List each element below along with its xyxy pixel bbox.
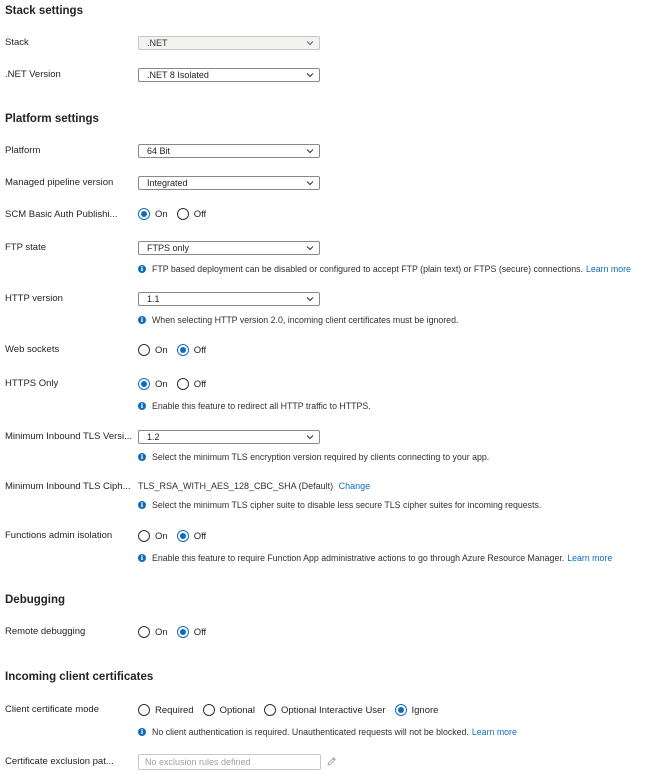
stack-dropdown: [138, 36, 320, 50]
cert-optional-option[interactable]: [203, 704, 255, 716]
info-icon: i: [138, 316, 146, 324]
fai-on-option[interactable]: [138, 530, 168, 542]
https-off-label: Off: [193, 378, 207, 390]
ws-on-option[interactable]: [138, 344, 168, 356]
cert-ignore-option[interactable]: [395, 704, 439, 716]
web-sockets-label: Web sockets: [5, 344, 60, 355]
radio-unchecked[interactable]: [264, 704, 276, 716]
cert-required-option[interactable]: [138, 704, 194, 716]
scm-basic-auth-radio-group: [138, 208, 215, 220]
cert-mode-info-text: No client authentication is required. Unauthenticated requests will not be blocked.: [152, 727, 469, 737]
pipeline-value: Integrated: [147, 178, 188, 188]
remote-off-option[interactable]: [177, 626, 207, 638]
web-sockets-radio-group: [138, 344, 215, 356]
remote-debugging-radio-group: [138, 626, 215, 638]
https-info-text: Enable this feature to redirect all HTTP traffic to HTTPS.: [152, 401, 371, 411]
https-off-option[interactable]: [177, 378, 207, 390]
platform-value: 64 Bit: [147, 146, 171, 156]
info-icon: i: [138, 728, 146, 736]
radio-unchecked[interactable]: [138, 530, 150, 542]
tls-info: [138, 452, 489, 462]
fai-off-label: Off: [193, 530, 207, 542]
http-version-label: HTTP version: [5, 293, 63, 304]
cert-exclusion-paths-input[interactable]: [138, 754, 321, 770]
info-icon: i: [138, 453, 146, 461]
ftp-info: [138, 264, 631, 274]
min-tls-version-dropdown[interactable]: [138, 430, 320, 444]
remote-off-label: Off: [193, 626, 207, 638]
cert-optional-label: Optional: [219, 704, 255, 716]
fai-off-option[interactable]: [177, 530, 207, 542]
min-tls-version-label: Minimum Inbound TLS Versi...: [5, 431, 133, 442]
radio-checked[interactable]: [177, 344, 189, 356]
https-info: [138, 401, 371, 411]
min-tls-version-value: 1.2: [147, 432, 160, 442]
remote-on-option[interactable]: [138, 626, 168, 638]
pencil-icon[interactable]: [326, 756, 337, 767]
functions-admin-isolation-label: Functions admin isolation: [5, 530, 113, 541]
info-icon: i: [138, 554, 146, 562]
dotnet-version-value: .NET 8 Isolated: [147, 70, 209, 80]
cert-interactive-option[interactable]: [264, 704, 386, 716]
scm-on-option[interactable]: [138, 208, 168, 220]
ws-off-option[interactable]: [177, 344, 207, 356]
cipher-suite-text: TLS_RSA_WITH_AES_128_CBC_SHA (Default): [138, 481, 334, 491]
dotnet-version-label: .NET Version: [5, 69, 61, 80]
stack-settings-heading: Stack settings: [5, 5, 83, 17]
http-info: [138, 315, 458, 325]
fai-info: [138, 553, 612, 563]
radio-unchecked[interactable]: [177, 208, 189, 220]
cipher-info-text: Select the minimum TLS cipher suite to disable less secure TLS cipher suites for incoming requests.: [152, 500, 542, 510]
chevron-down-icon: [306, 39, 314, 47]
ws-off-label: Off: [193, 344, 207, 356]
cert-required-label: Required: [155, 704, 194, 716]
https-on-option[interactable]: [138, 378, 168, 390]
radio-checked[interactable]: [177, 626, 189, 638]
radio-unchecked[interactable]: [177, 378, 189, 390]
ws-on-label: On: [155, 344, 168, 356]
pipeline-label: Managed pipeline version: [5, 177, 114, 188]
http-version-value: 1.1: [147, 294, 160, 304]
cipher-change-link[interactable]: Change: [338, 481, 371, 491]
fai-learn-more-link[interactable]: Learn more: [567, 553, 613, 563]
pipeline-dropdown[interactable]: [138, 176, 320, 190]
platform-settings-heading: Platform settings: [5, 113, 99, 125]
scm-on-label: On: [155, 208, 168, 220]
cert-learn-more-link[interactable]: Learn more: [471, 727, 517, 737]
min-tls-cipher-label: Minimum Inbound TLS Ciph...: [5, 481, 131, 492]
chevron-down-icon: [306, 147, 314, 155]
https-on-label: On: [155, 378, 168, 390]
cert-interactive-label: Optional Interactive User: [280, 704, 386, 716]
cert-exclusion-paths-label: Certificate exclusion pat...: [5, 756, 114, 767]
stack-dropdown-value: .NET: [147, 38, 168, 48]
ftp-state-value: FTPS only: [147, 243, 190, 253]
chevron-down-icon: [306, 433, 314, 441]
scm-off-label: Off: [193, 208, 207, 220]
fai-on-label: On: [155, 530, 168, 542]
radio-checked[interactable]: [395, 704, 407, 716]
functions-admin-isolation-radio-group: [138, 530, 215, 542]
tls-info-text: Select the minimum TLS encryption version required by clients connecting to your app.: [152, 452, 490, 462]
https-only-label: HTTPS Only: [5, 378, 59, 389]
ftp-state-label: FTP state: [5, 242, 47, 253]
radio-unchecked[interactable]: [203, 704, 215, 716]
info-icon: i: [138, 501, 146, 509]
stack-label: Stack: [5, 37, 29, 48]
radio-unchecked[interactable]: [138, 704, 150, 716]
chevron-down-icon: [306, 71, 314, 79]
client-cert-mode-radio-group: [138, 704, 447, 716]
info-icon: i: [138, 402, 146, 410]
client-certificates-heading: Incoming client certificates: [5, 671, 154, 683]
radio-checked[interactable]: [177, 530, 189, 542]
cert-mode-info: [138, 727, 517, 737]
debugging-heading: Debugging: [5, 594, 66, 606]
chevron-down-icon: [306, 179, 314, 187]
https-only-radio-group: [138, 378, 215, 390]
radio-unchecked[interactable]: [138, 626, 150, 638]
radio-unchecked[interactable]: [138, 344, 150, 356]
http-info-text: When selecting HTTP version 2.0, incoming client certificates must be ignored.: [152, 315, 459, 325]
remote-debugging-label: Remote debugging: [5, 626, 86, 637]
dotnet-version-dropdown[interactable]: [138, 68, 320, 82]
cipher-info: [138, 500, 541, 510]
fai-info-text: Enable this feature to require Function App administrative actions to go through Azure Resource Manager.: [152, 553, 565, 563]
radio-checked[interactable]: [138, 208, 150, 220]
radio-checked[interactable]: [138, 378, 150, 390]
min-tls-cipher-value: [138, 481, 370, 491]
info-icon: i: [138, 265, 146, 273]
remote-on-label: On: [155, 626, 168, 638]
scm-basic-auth-label: SCM Basic Auth Publishi...: [5, 209, 118, 220]
platform-dropdown[interactable]: [138, 144, 320, 158]
ftp-learn-more-link[interactable]: Learn more: [585, 264, 631, 274]
ftp-state-dropdown[interactable]: [138, 241, 320, 255]
chevron-down-icon: [306, 244, 314, 252]
scm-off-option[interactable]: [177, 208, 207, 220]
ftp-info-text: FTP based deployment can be disabled or configured to accept FTP (plain text) or FTPS (secure) connections.: [152, 264, 583, 274]
client-cert-mode-label: Client certificate mode: [5, 704, 99, 715]
chevron-down-icon: [306, 295, 314, 303]
http-version-dropdown[interactable]: [138, 292, 320, 306]
platform-label: Platform: [5, 145, 41, 156]
cert-ignore-label: Ignore: [411, 704, 439, 716]
